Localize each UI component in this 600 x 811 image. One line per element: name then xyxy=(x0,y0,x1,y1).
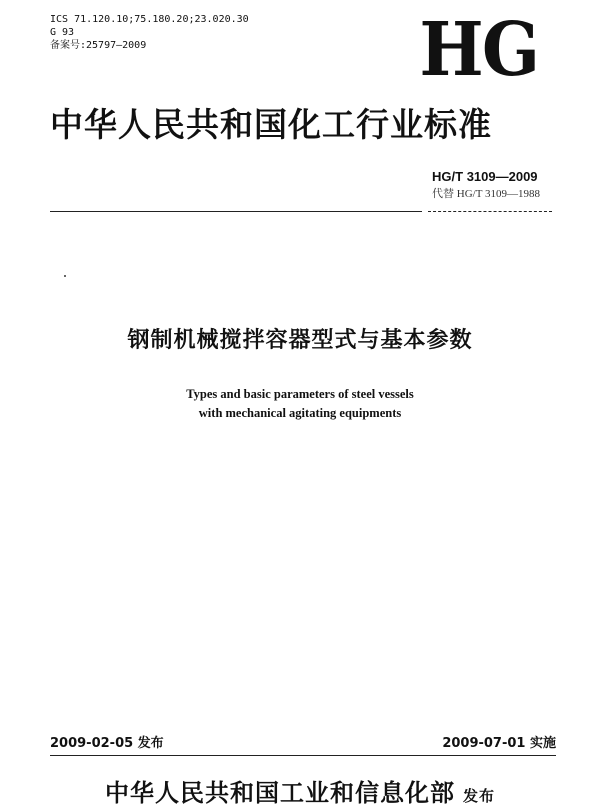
top-divider xyxy=(50,211,422,212)
standard-code-block xyxy=(432,168,540,202)
ics-code: ICS 71.120.10;75.180.20;23.020.30 xyxy=(50,14,249,25)
category-code: G 93 xyxy=(50,27,75,38)
effective-date: 2009-07-01 实施 xyxy=(442,736,556,751)
document-title-chinese: 钢制机械搅拌容器型式与基本参数 xyxy=(127,328,473,353)
publish-date: 2009-02-05 发布 xyxy=(50,736,164,751)
document-title-english xyxy=(0,385,600,423)
scan-speck xyxy=(64,275,66,277)
standard-number: HG/T 3109—2009 xyxy=(432,169,538,184)
hg-logo: HG xyxy=(419,7,538,93)
bottom-divider xyxy=(50,755,556,756)
filing-number: 备案号:25797—2009 xyxy=(50,40,147,51)
standard-category-title: 中华人民共和国化工行业标准 xyxy=(50,105,492,144)
issuer-action: 发布 xyxy=(462,787,495,805)
issuer-name: 中华人民共和国工业和信息化部 xyxy=(104,779,455,807)
english-title-line-2: with mechanical agitating equipments xyxy=(198,406,402,420)
english-title-line-1: Types and basic parameters of steel vessels xyxy=(186,387,414,401)
classification-block xyxy=(50,13,249,52)
replaced-standard: 代替 HG/T 3109—1988 xyxy=(432,188,540,200)
top-divider-dashed xyxy=(428,211,552,212)
issuing-authority xyxy=(0,778,600,811)
